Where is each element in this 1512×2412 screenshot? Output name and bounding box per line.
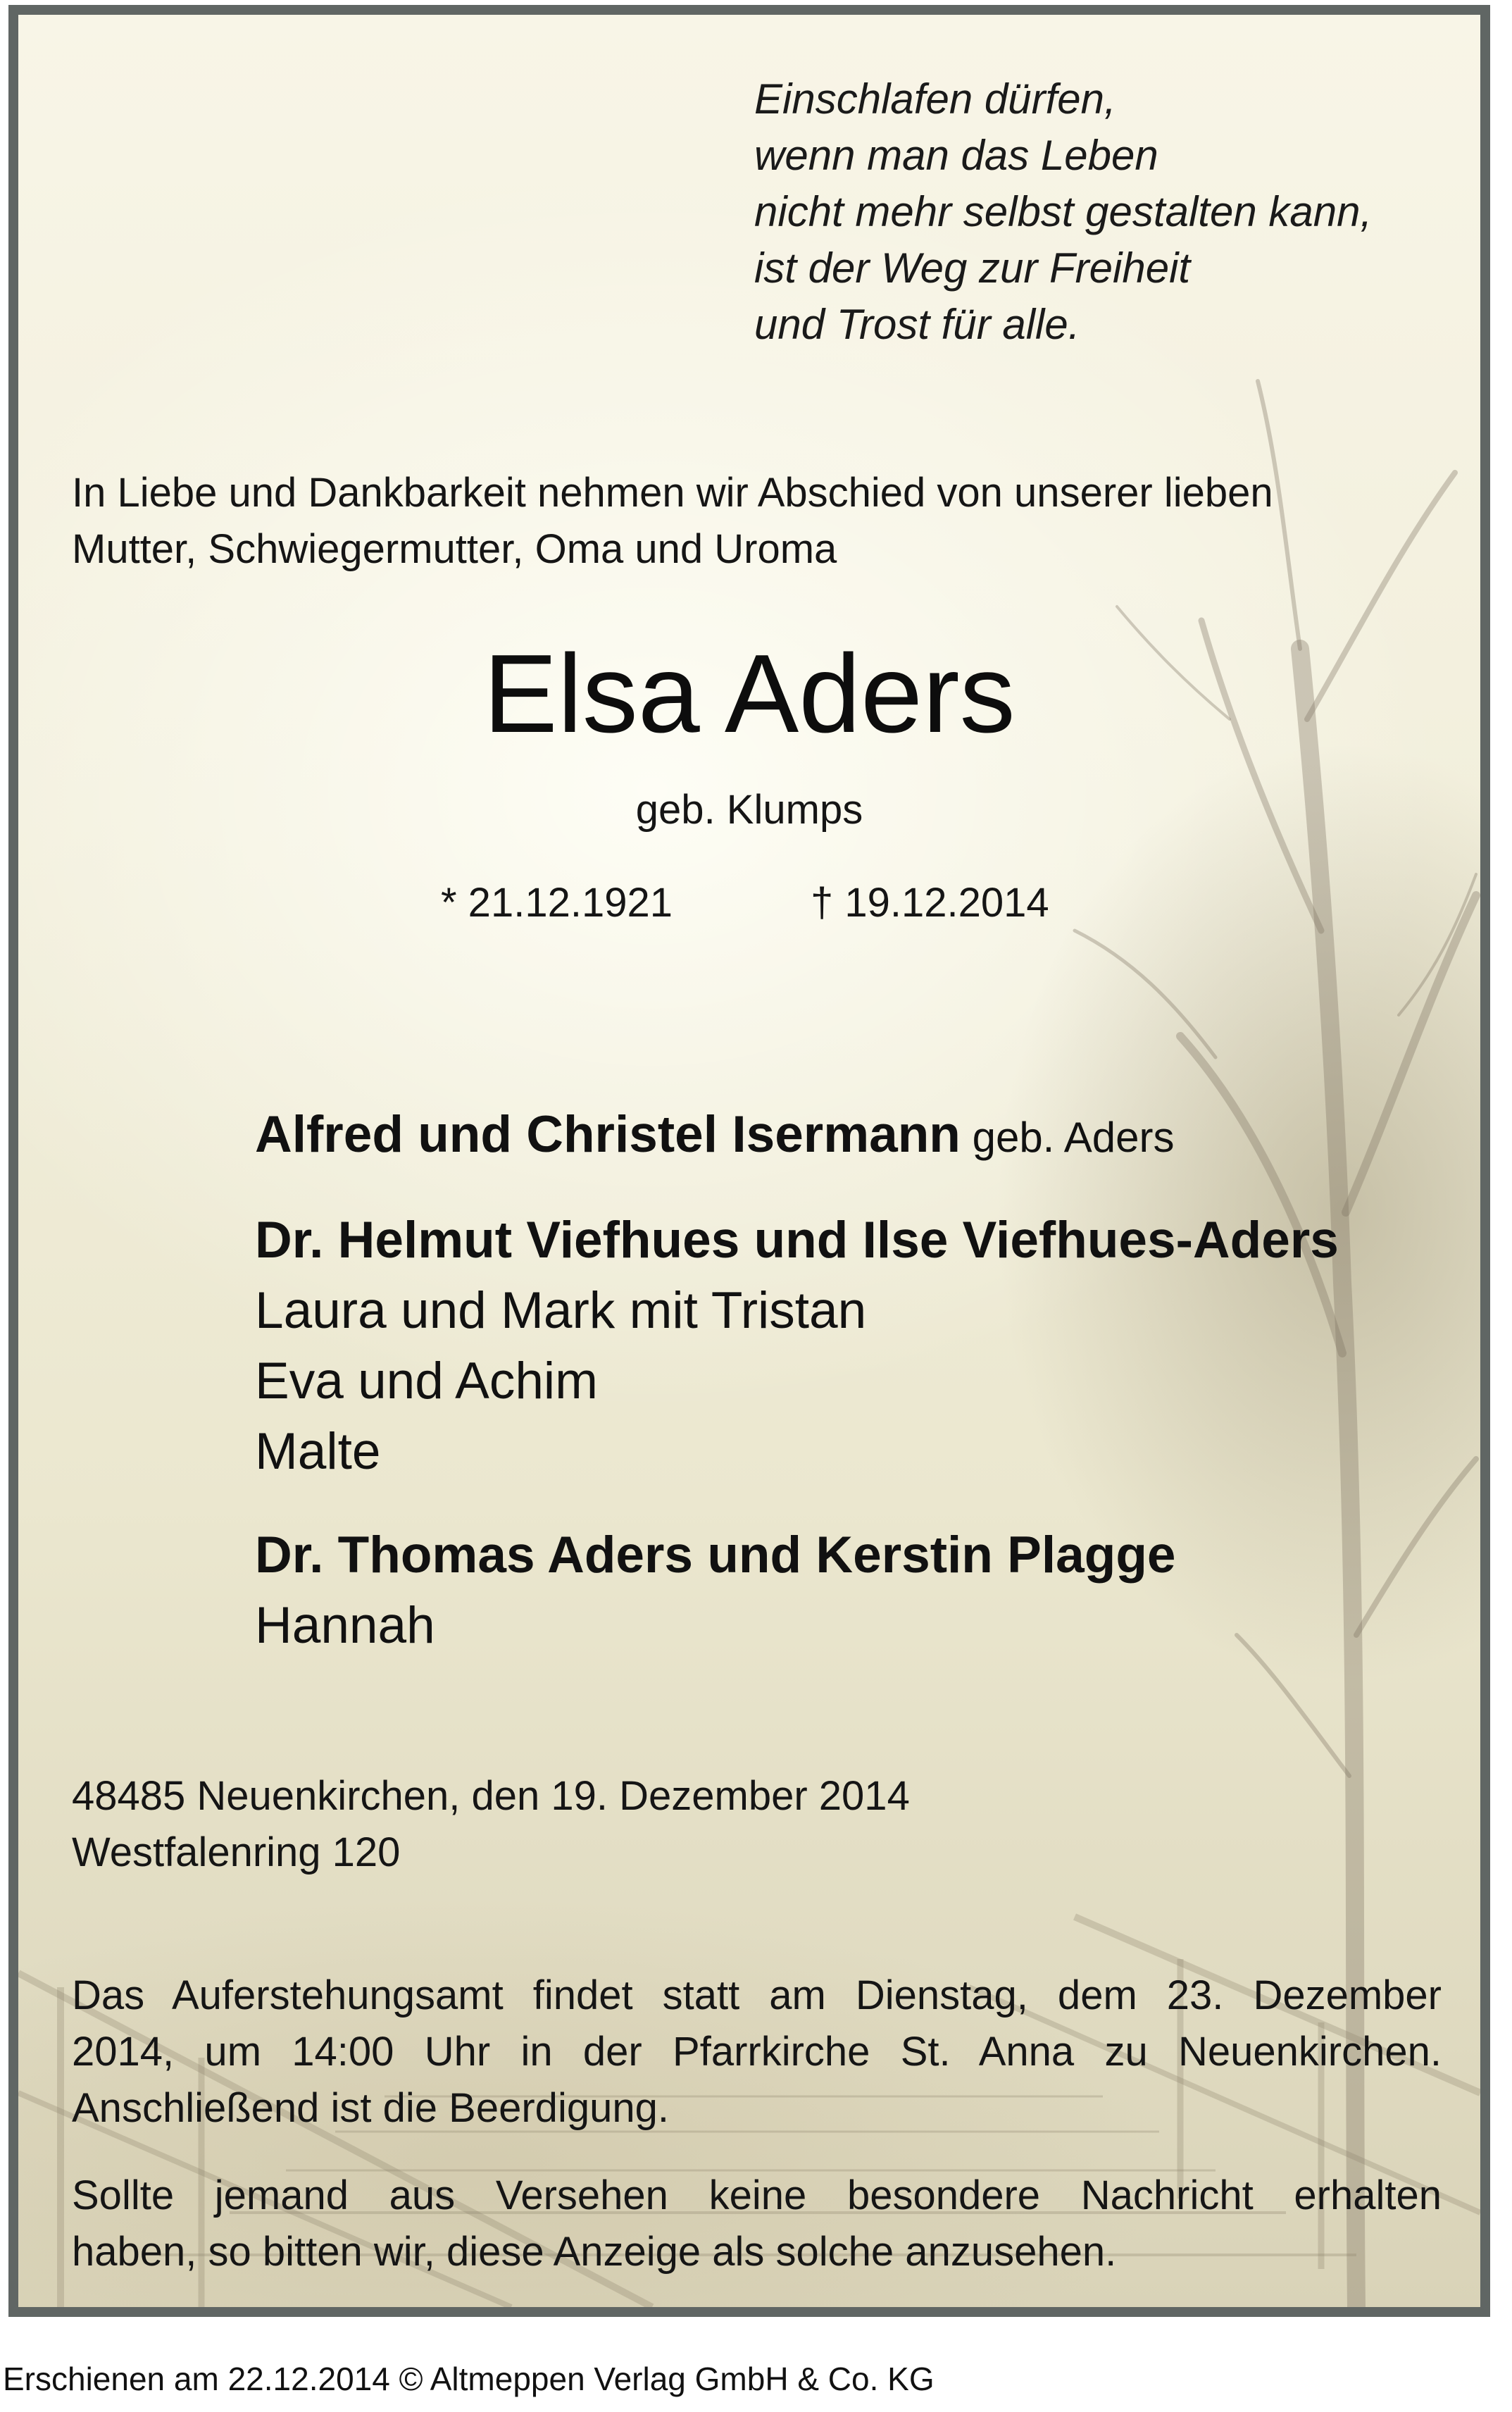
intro-line: In Liebe und Dankbarkeit nehmen wir Abschied von unserer lieben: [72, 470, 1273, 516]
family-group-3-names: Dr. Thomas Aders und Kerstin Plagge: [255, 1527, 1176, 1584]
poem-line: wenn man das Leben: [754, 132, 1158, 179]
poem-line: und Trost für alle.: [754, 301, 1080, 348]
service-line: Anschließend ist die Beerdigung.: [72, 2085, 669, 2131]
family-member: Hannah: [255, 1597, 435, 1654]
service-line: Das Auferstehungsamt findet statt am Dienstag, dem 23. Dezember: [72, 1972, 1442, 2018]
publication-footer: Erschienen am 22.12.2014 © Altmeppen Verlag GmbH & Co. KG: [3, 2361, 935, 2397]
notice-line: haben, so bitten wir, diese Anzeige als solche anzusehen.: [72, 2229, 1117, 2275]
birth-name: geb. Klumps: [635, 787, 863, 833]
family-group-1: [255, 1106, 1175, 1163]
family-member: Malte: [255, 1423, 381, 1480]
birth-date: * 21.12.1921: [441, 880, 673, 926]
notice-line: Sollte jemand aus Versehen keine besondere Nachricht erhalten: [72, 2172, 1442, 2218]
intro-line: Mutter, Schwiegermutter, Oma und Uroma: [72, 526, 837, 572]
obituary-card: [8, 5, 1490, 2317]
death-date: † 19.12.2014: [811, 880, 1049, 926]
poem-line: ist der Weg zur Freiheit: [754, 244, 1191, 292]
address-street: Westfalenring 120: [72, 1829, 401, 1875]
family-member: Eva und Achim: [255, 1353, 598, 1410]
service-line: 2014, um 14:00 Uhr in der Pfarrkirche St. Anna zu Neuenkirchen.: [72, 2029, 1442, 2075]
family-group-1-names: Alfred und Christel Isermann: [255, 1106, 961, 1163]
address-place-date: 48485 Neuenkirchen, den 19. Dezember 2014: [72, 1773, 910, 1819]
deceased-name: Elsa Aders: [483, 632, 1016, 756]
poem-line: nicht mehr selbst gestalten kann,: [754, 188, 1373, 235]
family-member: Laura und Mark mit Tristan: [255, 1282, 867, 1339]
family-group-2-names: Dr. Helmut Viefhues und Ilse Viefhues-Aders: [255, 1212, 1339, 1269]
family-group-1-note: geb. Aders: [960, 1114, 1175, 1161]
poem-line: Einschlafen dürfen,: [754, 75, 1116, 123]
